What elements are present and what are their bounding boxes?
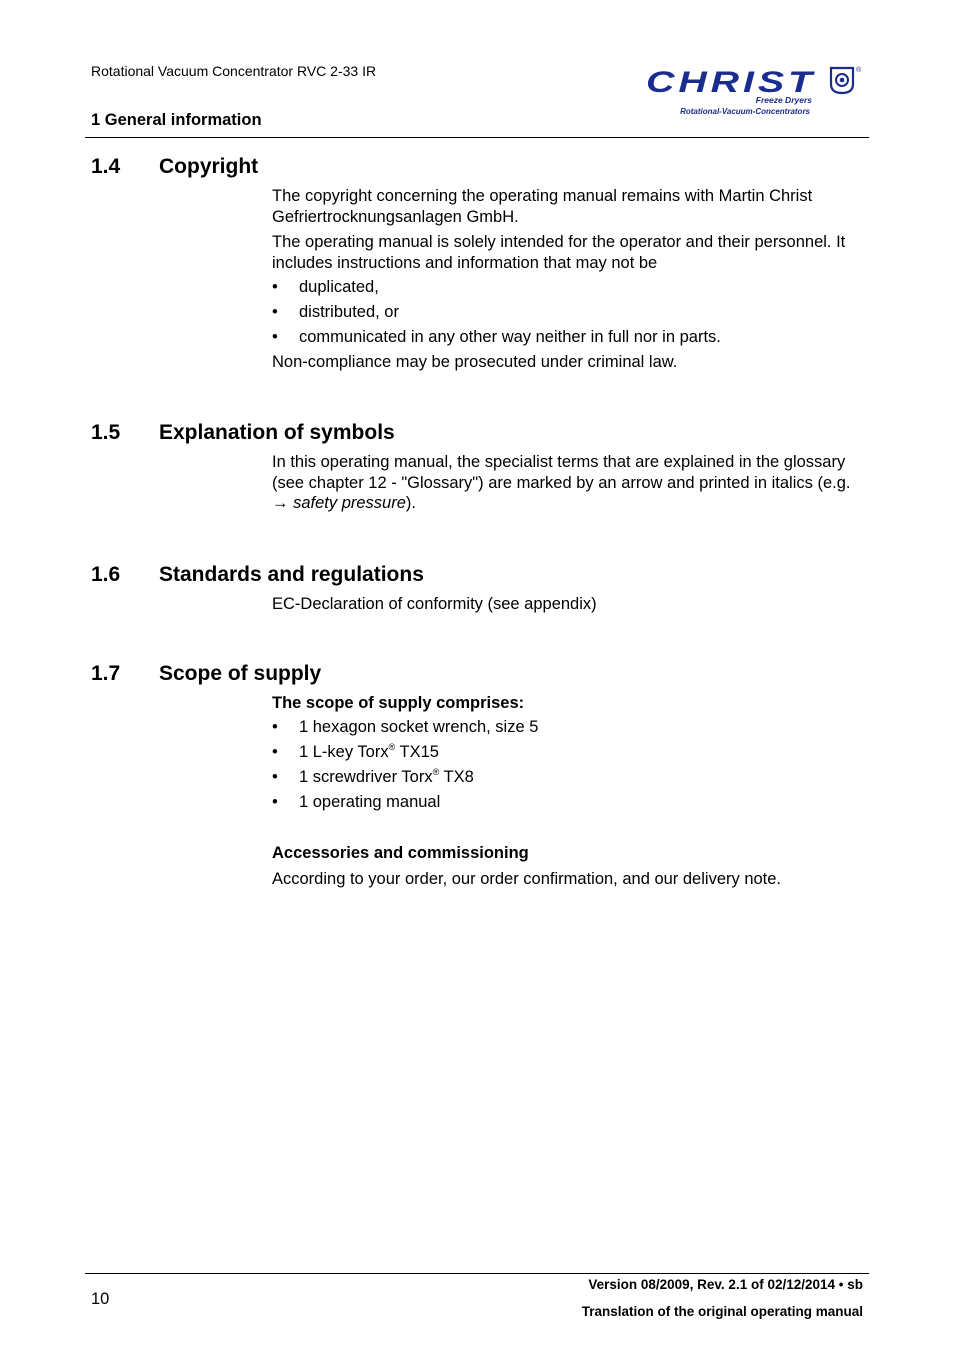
version-info: Version 08/2009, Rev. 2.1 of 02/12/2014 • sb <box>588 1277 863 1292</box>
list-item: duplicated, <box>299 278 379 296</box>
bullet-marker: • <box>272 303 278 321</box>
paragraph: Non-compliance may be prosecuted under criminal law. <box>272 353 678 371</box>
page-number: 10 <box>91 1290 110 1308</box>
section-title: Standards and regulations <box>159 563 424 586</box>
registered-mark: ® <box>856 67 862 74</box>
bullet-marker: • <box>272 328 278 346</box>
item-text: TX8 <box>439 768 474 786</box>
logo-line2: Rotational-Vacuum-Concentrators <box>680 107 810 116</box>
document-title: Rotational Vacuum Concentrator RVC 2-33 IR <box>91 63 377 79</box>
italic-term: safety pressure <box>293 494 406 512</box>
section-number: 1.4 <box>91 155 121 178</box>
paragraph: EC-Declaration of conformity (see appendix) <box>272 595 597 613</box>
subheading: Accessories and commissioning <box>272 844 529 862</box>
list-item: distributed, or <box>299 303 399 321</box>
list-item: 1 hexagon socket wrench, size 5 <box>299 718 539 736</box>
bullet-marker: • <box>272 768 278 786</box>
translation-note: Translation of the original operating manual <box>581 1304 863 1319</box>
text-run: In this operating manual, the specialist terms that are explained in the glossary (see chapter 12 - "Glossary") are marked by an arrow and printed in italics (e.g. <box>272 453 851 492</box>
item-text: 1 screwdriver Torx <box>299 768 433 786</box>
bullet-marker: • <box>272 718 278 736</box>
item-text: 1 L-key Torx <box>299 743 389 761</box>
section-number: 1.5 <box>91 421 121 444</box>
header-rule <box>85 137 869 138</box>
logo-line1: Freeze Dryers <box>755 95 812 105</box>
arrow-symbol: → <box>272 494 289 512</box>
list-item <box>299 743 439 762</box>
subheading: The scope of supply comprises: <box>272 694 525 712</box>
section-number: 1.6 <box>91 563 121 586</box>
section-title: Scope of supply <box>159 662 322 685</box>
text-run: ). <box>405 494 416 512</box>
footer-rule <box>85 1273 869 1274</box>
item-text: TX15 <box>395 743 439 761</box>
paragraph: The operating manual is solely intended for the operator and their personnel. It includes instructions and information that may not be <box>272 233 846 272</box>
section-title: Copyright <box>159 155 259 178</box>
bullet-marker: • <box>272 278 278 296</box>
logo-brand: CHRIST <box>646 66 816 99</box>
spiral-icon <box>831 68 853 93</box>
list-item <box>299 768 474 787</box>
chapter-heading: 1 General information <box>91 111 262 129</box>
bullet-marker: • <box>272 793 278 811</box>
section-number: 1.7 <box>91 662 121 685</box>
section-title: Explanation of symbols <box>159 421 395 444</box>
bullet-marker: • <box>272 743 278 761</box>
paragraph: The copyright concerning the operating manual remains with Martin Christ Gefriertrocknungsanlagen GmbH. <box>272 187 813 226</box>
paragraph: According to your order, our order confirmation, and our delivery note. <box>272 870 782 888</box>
christ-logo <box>644 62 866 118</box>
registered-mark: ® <box>388 742 396 752</box>
registered-mark: ® <box>432 767 440 777</box>
list-item: 1 operating manual <box>299 793 441 811</box>
list-item: communicated in any other way neither in full nor in parts. <box>299 328 721 346</box>
paragraph <box>272 452 862 514</box>
